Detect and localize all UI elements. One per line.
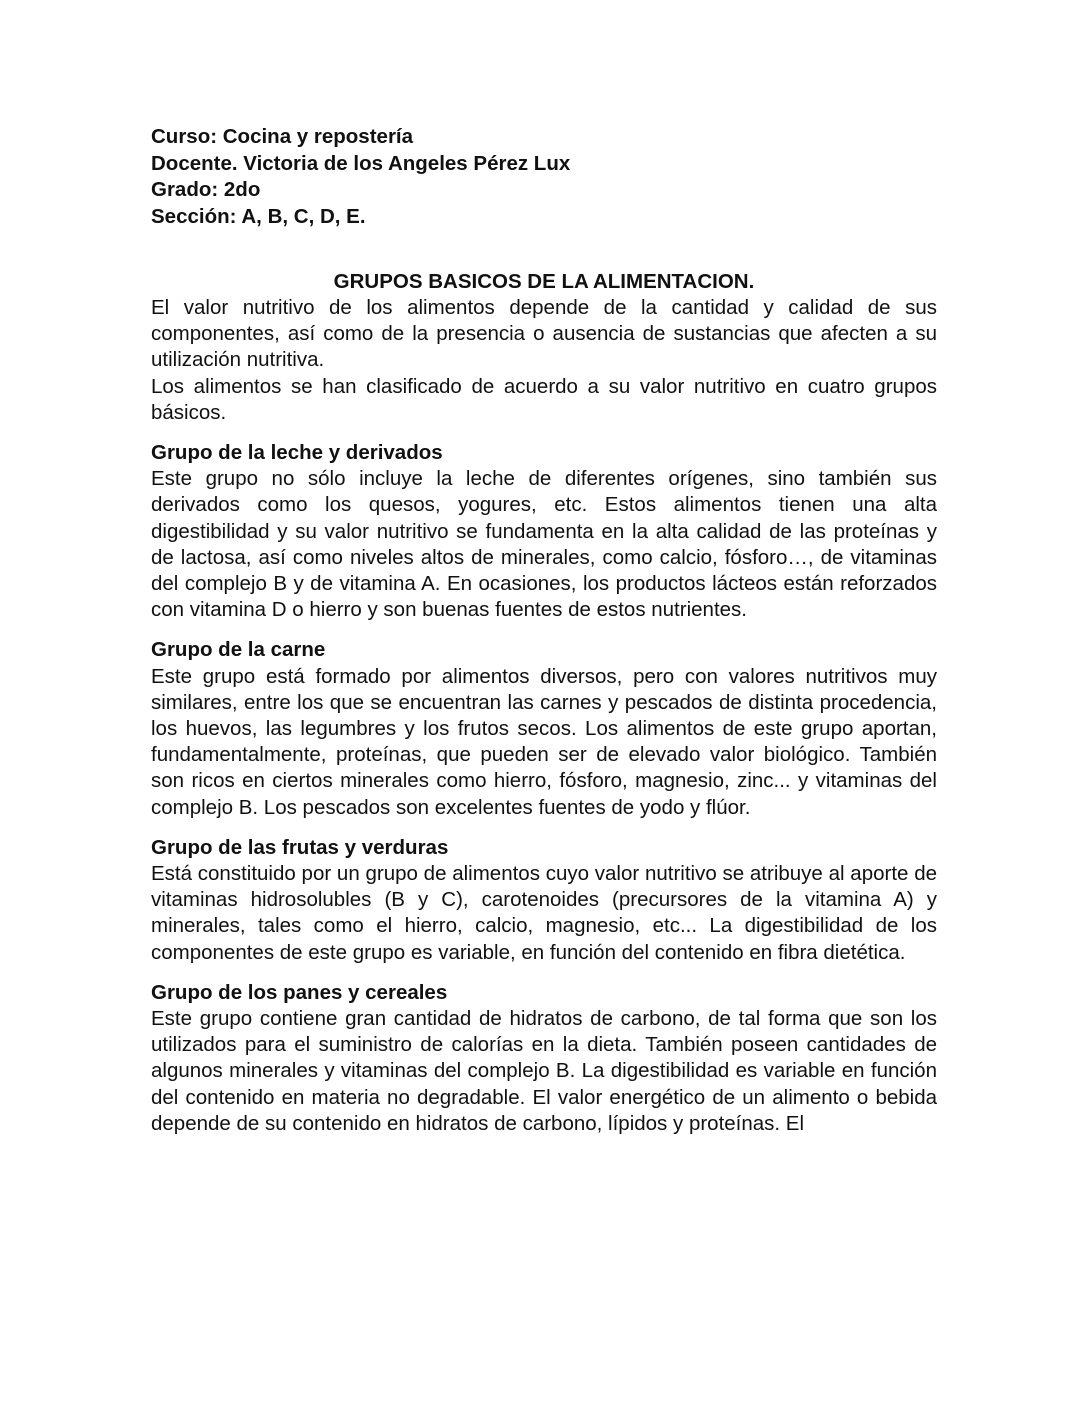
grade-line: Grado: 2do bbox=[151, 178, 261, 201]
section-paragraph: Este grupo está formado por alimentos diversos, pero con valores nutritivos muy similares, entre los que se encuentran las carnes y pescados de distinta procedencia, los huevos, las legumbres y los frutos secos. Los alimentos de este grupo aportan, fundamentalmente, proteínas, que pueden ser de elevado valor biológico. También son ricos en ciertos minerales como hierro, fósforo, magnesio, zinc... y vitaminas del complejo B. Los pescados son excelentes fuentes de yodo y flúor. bbox=[151, 664, 937, 819]
teacher-line: Docente. Victoria de los Angeles Pérez Lux bbox=[151, 151, 571, 175]
section-heading: Grupo de las frutas y verduras bbox=[151, 835, 449, 859]
intro-paragraph: El valor nutritivo de los alimentos depende de la cantidad y calidad de sus componentes, así como de la presencia o ausencia de sustancias que afecten a su utilización nutritiva. bbox=[151, 296, 937, 372]
document-body bbox=[151, 124, 937, 1137]
section-breads-cereals bbox=[151, 980, 937, 1137]
section-fruits-vegetables bbox=[151, 835, 937, 966]
section-heading: Grupo de la carne bbox=[151, 638, 326, 662]
section-dairy bbox=[151, 440, 937, 623]
intro-paragraph: Los alimentos se han clasificado de acuerdo a su valor nutritivo en cuatro grupos básicos. bbox=[151, 374, 937, 424]
section-heading: Grupo de la leche y derivados bbox=[151, 441, 443, 465]
section-paragraph: Este grupo no sólo incluye la leche de diferentes orígenes, sino también sus derivados como los quesos, yogures, etc. Estos alimentos tienen una alta digestibilidad y su valor nutritivo se fundamenta en la alta calidad de las proteínas y de lactosa, así como niveles altos de minerales, como calcio, fósforo…, de vitaminas del complejo B y de vitamina A. En ocasiones, los productos lácteos están reforzados con vitamina D o hierro y son buenas fuentes de estos nutrientes. bbox=[151, 467, 937, 622]
section-heading: Grupo de los panes y cereales bbox=[151, 980, 448, 1004]
section-paragraph: Está constituido por un grupo de alimentos cuyo valor nutritivo se atribuye al aporte de vitaminas hidrosolubles (B y C), carotenoides (precursores de la vitamina A) y minerales, tales como el hierro, calcio, magnesio, etc... La digestibilidad de los componentes de este grupo es variable, en función del contenido en fibra dietética. bbox=[151, 862, 937, 964]
section-paragraph: Este grupo contiene gran cantidad de hidratos de carbono, de tal forma que son los utilizados para el suministro de calorías en la dieta. También poseen cantidades de algunos minerales y vitaminas del complejo B. La digestibilidad es variable en función del contenido en materia no degradable. El valor energético de un alimento o bebida depende de su contenido en hidratos de carbono, lípidos y proteínas. El bbox=[151, 1007, 937, 1135]
section-line: Sección: A, B, C, D, E. bbox=[151, 204, 366, 228]
document-title: GRUPOS BASICOS DE LA ALIMENTACION. bbox=[333, 270, 755, 293]
course-line: Curso: Cocina y repostería bbox=[151, 125, 414, 148]
document-header bbox=[151, 124, 937, 230]
section-meat bbox=[151, 637, 937, 820]
